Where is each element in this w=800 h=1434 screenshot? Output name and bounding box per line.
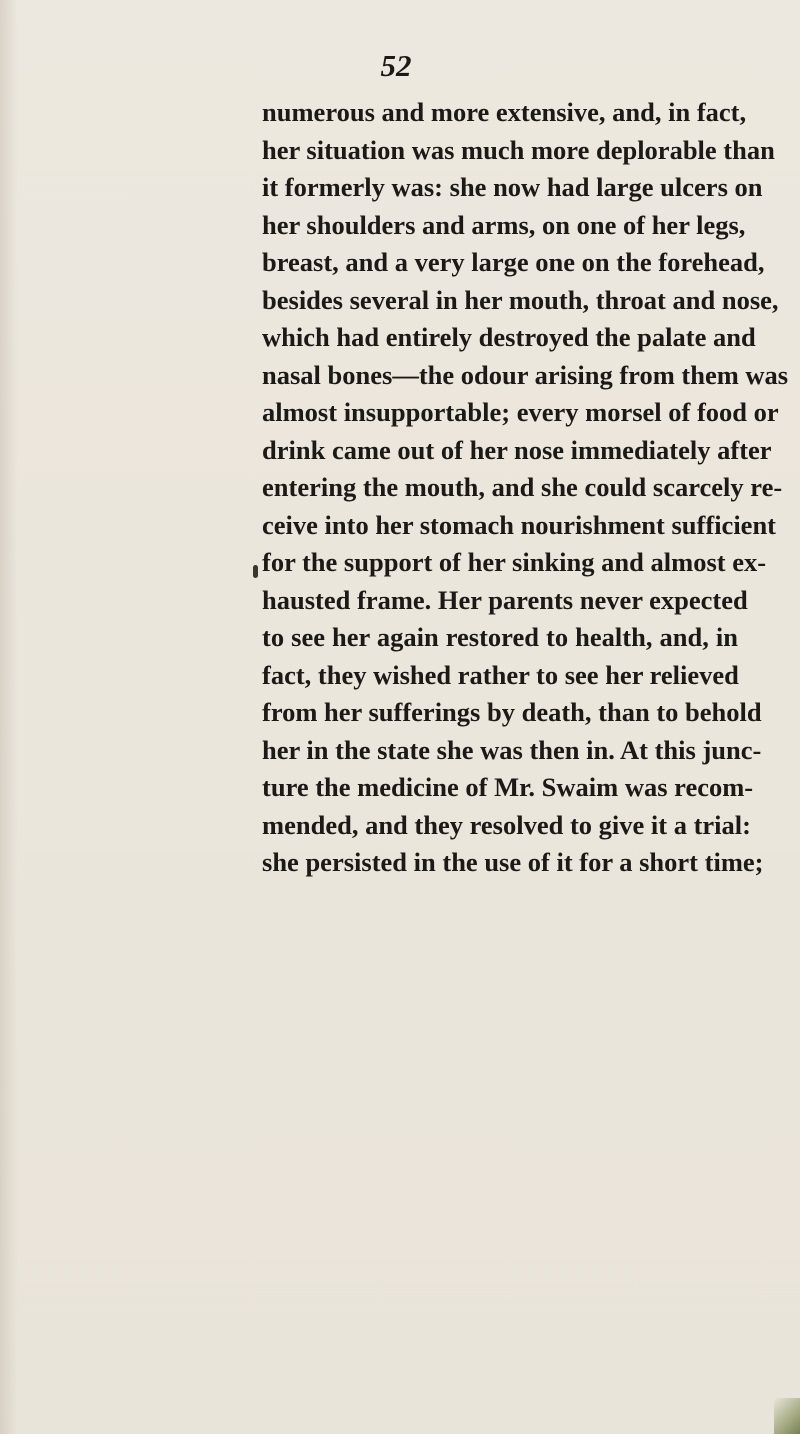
text-line: mended, and they resolved to give it a trial: bbox=[262, 809, 751, 840]
ink-speck bbox=[253, 565, 258, 578]
text-line: her shoulders and arms, on one of her legs, bbox=[262, 209, 746, 240]
text-line-last: she persisted in the use of it for a short time; bbox=[262, 847, 764, 877]
text-line: entering the mouth, and she could scarcely re- bbox=[262, 472, 783, 502]
text-line: her situation was much more deplorable than bbox=[262, 134, 775, 165]
text-line: drink came out of her nose immediately after bbox=[262, 434, 772, 465]
text-line: which had entirely destroyed the palate and bbox=[262, 322, 756, 352]
text-line: it formerly was: she now had large ulcers on bbox=[262, 172, 763, 202]
text-line: ture the medicine of Mr. Swaim was recom- bbox=[262, 772, 754, 802]
text-line: hausted frame. Her parents never expected bbox=[262, 584, 748, 615]
text-line: breast, and a very large one on the forehead, bbox=[262, 247, 765, 277]
body-text bbox=[262, 94, 789, 882]
text-line: fact, they wished rather to see her relieved bbox=[262, 659, 739, 690]
text-line: her in the state she was then in. At this junc- bbox=[262, 734, 762, 765]
text-line: to see her again restored to health, and, in bbox=[262, 622, 738, 652]
text-line: almost insupportable; every morsel of food or bbox=[262, 397, 779, 427]
text-line: besides several in her mouth, throat and nose, bbox=[262, 284, 779, 315]
page-corner-tab bbox=[774, 1398, 800, 1434]
text-line: numerous and more extensive, and, in fact, bbox=[262, 97, 747, 127]
page-number: 52 bbox=[380, 48, 412, 83]
text-line: ceive into her stomach nourishment sufficient bbox=[262, 509, 777, 540]
text-line: for the support of her sinking and almost ex- bbox=[262, 547, 767, 577]
text-line: from her sufferings by death, than to behold bbox=[262, 697, 762, 727]
page-edge-shadow bbox=[0, 0, 18, 1434]
text-line: nasal bones—the odour arising from them was bbox=[262, 359, 789, 390]
